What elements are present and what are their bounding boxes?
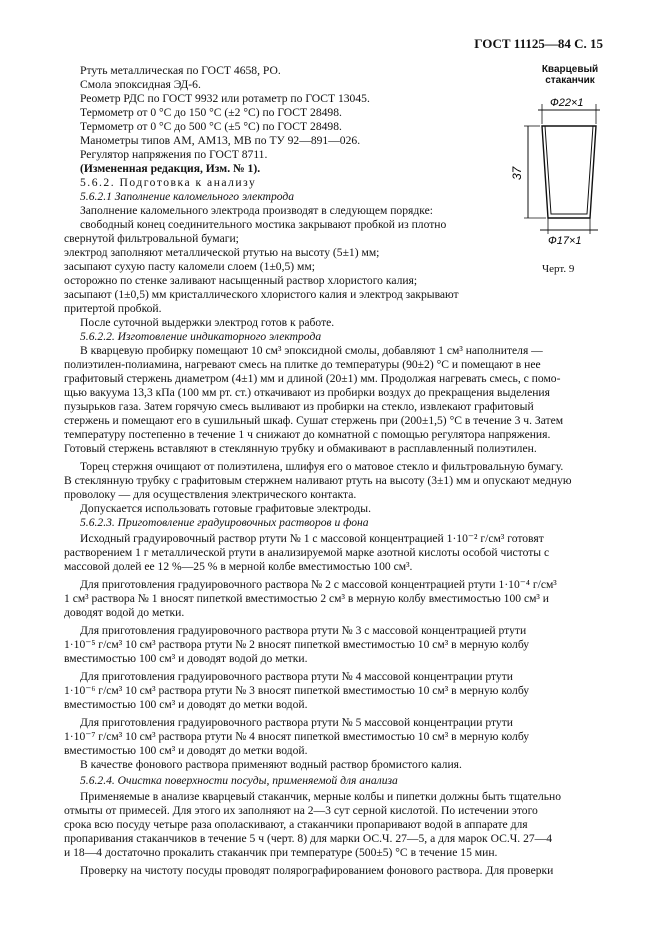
text-line: Реометр РДС по ГОСТ 9932 или ротаметр по ГОСТ 13045. — [80, 92, 370, 105]
text-line: В качестве фонового раствора применяют водный раствор бромистого калия. — [80, 758, 462, 771]
text-line: Термометр от 0 °С до 150 °С (±2 °С) по ГОСТ 28498. — [80, 106, 342, 119]
text-line: отмыты от примесей. Для этого их заполняют на 2—3 сут серной кислотой. По истечении этого — [64, 804, 538, 817]
text-line: Проверку на чистоту посуды проводят полярографированием фонового раствора. Для проверки — [80, 864, 554, 877]
dim-top-label: Ф22×1 — [550, 97, 584, 109]
text-line: В стеклянную трубку с графитовым стержнем наливают ртуть на высоту (3±1) мм и опускают медную — [64, 474, 572, 487]
text-line: После суточной выдержки электрод готов к работе. — [80, 316, 335, 329]
text-line: Термометр от 0 °С до 500 °С (±5 °С) по ГОСТ 28498. — [80, 120, 342, 133]
text-line: Для приготовления градуировочного раствора ртути № 4 массовой концентрации ртути — [80, 670, 513, 683]
text-line: массовой долей ее 12 %—25 % в мерной колбе вместимостью 100 см³. — [64, 560, 413, 573]
text-line: Торец стержня очищают от полиэтилена, шлифуя его о матовое стекло и фильтровальную бумагу. — [80, 460, 564, 473]
text-line: Для приготовления градуировочного раствора ртути № 3 с массовой концентрацией ртути — [80, 624, 527, 637]
text-line: графитовый стержень диаметром (4±1) мм и длиной (20±1) мм. Продолжая нагревать смесь, с помо- — [64, 372, 561, 385]
text-line: 5.6.2. Подготовка к анализу — [80, 176, 257, 189]
text-line: щью вакуума 13,3 кПа (100 мм рт. ст.) откачивают из пробирки воздух до прекращения выделения — [64, 386, 550, 399]
text-line: вместимостью 100 см³ и доводят до метки водой. — [64, 698, 308, 711]
text-line: проволоку — для осуществления электрического контакта. — [64, 488, 357, 501]
dim-bottom-label: Ф17×1 — [548, 235, 582, 247]
text-line: полиэтилен-полиамина, нагревают смесь на плитке до температуры (90±2) °С и помещают в нее — [64, 358, 541, 371]
text-line: 1·10⁻⁵ г/см³ 10 см³ раствора ртути № 2 вносят пипеткой вместимостью 10 см³ в мерную колбу — [64, 638, 530, 651]
figure-title-line2: стаканчик — [545, 75, 595, 86]
figure-caption: Черт. 9 — [542, 263, 575, 275]
text-line: 5.6.2.2. Изготовление индикаторного электрода — [80, 330, 322, 343]
text-line: засыпают сухую пасту каломели слоем (1±0,5) мм; — [64, 260, 315, 273]
text-line: Исходный градуировочный раствор ртути № 1 с массовой концентрацией 1·10⁻² г/см³ готовят — [80, 532, 544, 545]
text-line: температуру постепенно в течение 1 ч снижают до комнатной с помощью регулятора напряжения. — [64, 428, 551, 441]
text-line: вместимостью 100 см³ и доводят водой до метки. — [64, 652, 308, 665]
quartz-cup-drawing — [510, 88, 630, 258]
page-header: ГОСТ 11125—84 С. 15 — [474, 36, 603, 51]
text-line: пропаривания стаканчиков в течение 5 ч (черт. 8) для марки ОС.Ч. 27—5, а для марок ОС.Ч. 27—4 — [64, 832, 553, 845]
text-line: Регулятор напряжения по ГОСТ 8711. — [80, 148, 268, 161]
text-line: 1·10⁻⁷ г/см³ 10 см³ раствора ртути № 4 вносят пипеткой вместимостью 10 см³ в мерную колбу — [64, 730, 530, 743]
text-line: 1 см³ раствора № 1 вносят пипеткой вместимостью 2 см³ в мерную колбу вместимостью 100 см³ и — [64, 592, 550, 605]
dim-height-label: 37 — [510, 166, 524, 180]
text-line: Смола эпоксидная ЭД-6. — [80, 78, 201, 91]
text-line: 5.6.2.4. Очистка поверхности посуды, применяемой для анализа — [80, 774, 398, 787]
text-line: электрод заполняют металлической ртутью на высоту (5±1) мм; — [64, 246, 380, 259]
text-line: 5.6.2.1 Заполнение каломельного электрода — [80, 190, 295, 203]
text-line: Заполнение каломельного электрода производят в следующем порядке: — [80, 204, 433, 217]
text-line: свободный конец соединительного мостика закрывают пробкой из плотно — [80, 218, 447, 231]
text-line: Для приготовления градуировочного раствора ртути № 5 массовой концентрации ртути — [80, 716, 513, 729]
text-line: Манометры типов АМ, АМ13, МВ по ТУ 92—891—026. — [80, 134, 361, 147]
text-line: притертой пробкой. — [64, 302, 162, 315]
text-line: Ртуть металлическая по ГОСТ 4658, РО. — [80, 64, 281, 77]
text-line: засыпают (1±0,5) мм кристаллического хлористого калия и электрод закрывают — [64, 288, 459, 301]
text-line: Допускается использовать готовые графитовые электроды. — [80, 502, 371, 515]
text-line: Применяемые в анализе кварцевый стаканчик, мерные колбы и пипетки должны быть тщательно — [80, 790, 562, 803]
text-line: В кварцевую пробирку помещают 10 см³ эпоксидной смолы, добавляют 1 см³ наполнителя — — [80, 344, 543, 357]
text-line: 1·10⁻⁶ г/см³ 10 см³ раствора ртути № 3 вносят пипеткой вместимостью 10 см³ в мерную колбу — [64, 684, 530, 697]
text-line: срока всю посуду четыре раза ополаскивают, а стаканчики пропаривают водой в аппарате для — [64, 818, 528, 831]
text-line: стержень и помещают его в сушильный шкаф. Сушат стержень при (200±1,5) °С в течение 3 ч. Затем — [64, 414, 564, 427]
figure-title — [520, 64, 620, 86]
text-line: осторожно по стенке заливают насыщенный раствор хлористого калия; — [64, 274, 418, 287]
text-line: Для приготовления градуировочного раствора № 2 с массовой концентрацией ртути 1·10⁻⁴ г/см³ — [80, 578, 557, 591]
figure-title-line1: Кварцевый — [541, 64, 599, 75]
text-line: растворением 1 г металлической ртути в анализируемой марке азотной кислоты особой чистоты с — [64, 546, 550, 559]
text-line: доводят водой до метки. — [64, 606, 185, 619]
text-line: вместимостью 100 см³ и доводят до метки водой. — [64, 744, 308, 757]
text-line: пузырьков газа. Затем горячую смесь выливают из пробирки на стекло, извлекают графитовый — [64, 400, 534, 413]
text-line: и 18—4 достаточно прокалить стаканчик при температуре (500±5) °С в течение 15 мин. — [64, 846, 498, 859]
text-line: свернутой фильтровальной бумаги; — [64, 232, 239, 245]
text-line: 5.6.2.3. Приготовление градуировочных растворов и фона — [80, 516, 369, 529]
text-line: (Измененная редакция, Изм. № 1). — [80, 162, 261, 175]
text-line: Готовый стержень вставляют в стеклянную трубку и обмакивают в расплавленный полиэтилен. — [64, 442, 537, 455]
